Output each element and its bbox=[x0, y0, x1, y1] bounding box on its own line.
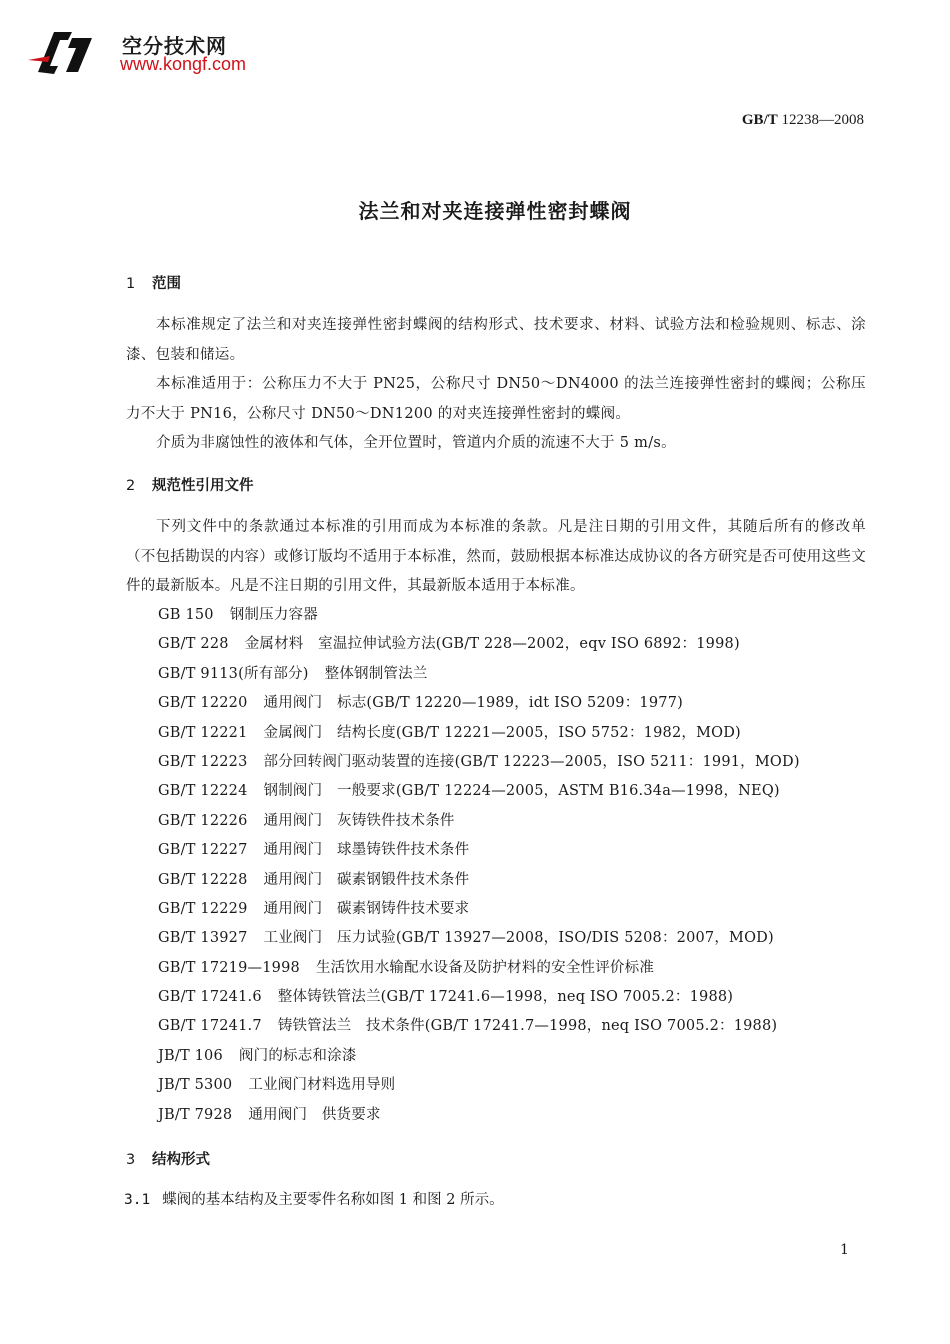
reference-title: 整体铸铁管法兰(GB/T 17241.6—1998，neq ISO 7005.2：1988) bbox=[277, 989, 734, 1006]
reference-item bbox=[158, 689, 800, 718]
clause-text: 蝶阀的基本结构及主要零件名称如图 1 和图 2 所示。 bbox=[162, 1192, 504, 1208]
reference-item bbox=[158, 1012, 800, 1041]
logo-url[interactable]: www.kongf.com bbox=[120, 54, 247, 74]
reference-title: 工业阀门材料选用导则 bbox=[248, 1077, 396, 1094]
logo-name: 空分技术网 bbox=[122, 34, 227, 58]
reference-title: 通用阀门 标志(GB/T 12220—1989，idt ISO 5209：1977) bbox=[263, 695, 683, 712]
reference-title: 钢制阀门 一般要求(GB/T 12224—2005，ASTM B16.34a—1998，NEQ) bbox=[263, 783, 780, 800]
standard-code: 12238—2008 bbox=[781, 112, 864, 128]
reference-item bbox=[158, 895, 800, 924]
section-number: 2 bbox=[126, 478, 136, 494]
reference-title: 通用阀门 供货要求 bbox=[248, 1106, 381, 1123]
reference-item bbox=[158, 630, 800, 659]
section-title: 范围 bbox=[152, 276, 181, 292]
reference-code: GB/T 12220 bbox=[158, 695, 248, 712]
reference-code: GB/T 12223 bbox=[158, 753, 248, 770]
section-number: 3 bbox=[126, 1152, 136, 1168]
reference-code: GB/T 12229 bbox=[158, 900, 248, 917]
reference-item bbox=[158, 748, 800, 777]
reference-title: 钢制压力容器 bbox=[229, 607, 318, 623]
reference-code: GB/T 12228 bbox=[158, 871, 248, 888]
section-1-paragraph-2: 本标准适用于：公称压力不大于 PN25，公称尺寸 DN50～DN4000 的法兰连接弹性密封的蝶阀；公称压力不大于 PN16，公称尺寸 DN50～DN1200 的对夹连接弹性密封的蝶阀。 bbox=[126, 376, 866, 422]
reference-title: 生活饮用水输配水设备及防护材料的安全性评价标准 bbox=[315, 959, 655, 976]
section-1-paragraph-1: 本标准规定了法兰和对夹连接弹性密封蝶阀的结构形式、技术要求、材料、试验方法和检验规则、标志、涂漆、包装和储运。 bbox=[126, 317, 866, 363]
reference-item bbox=[158, 1071, 800, 1100]
logo-mark-icon bbox=[28, 26, 94, 76]
reference-item bbox=[158, 954, 800, 983]
section-title: 结构形式 bbox=[152, 1152, 210, 1168]
reference-item bbox=[158, 807, 800, 836]
reference-title: 金属材料 室温拉伸试验方法(GB/T 228—2002，eqv ISO 6892：1998) bbox=[244, 636, 740, 653]
reference-item bbox=[158, 1042, 800, 1071]
reference-title: 阀门的标志和涂漆 bbox=[238, 1047, 357, 1064]
document-title: 法兰和对夹连接弹性密封蝶阀 bbox=[358, 199, 632, 223]
reference-code: GB/T 17241.7 bbox=[158, 1018, 262, 1035]
reference-item bbox=[158, 719, 800, 748]
reference-code: JB/T 7928 bbox=[158, 1106, 233, 1123]
reference-code: GB/T 12224 bbox=[158, 783, 248, 800]
reference-title: 通用阀门 灰铸铁件技术条件 bbox=[263, 812, 455, 829]
section-2-paragraph-1: 下列文件中的条款通过本标准的引用而成为本标准的条款。凡是注日期的引用文件，其随后所有的修改单（不包括勘误的内容）或修订版均不适用于本标准，然而，鼓励根据本标准达成协议的各方研究是否可使用这些文件的最新版本。凡是不注日期的引用文件，其最新版本适用于本标准。 bbox=[126, 519, 866, 594]
standard-number bbox=[742, 112, 864, 129]
standard-prefix: GB/T bbox=[741, 112, 778, 128]
reference-code: GB/T 17241.6 bbox=[158, 989, 262, 1006]
clause-number: 3.1 bbox=[124, 1192, 151, 1208]
reference-title: 通用阀门 碳素钢铸件技术要求 bbox=[263, 900, 470, 917]
page-number: 1 bbox=[840, 1242, 849, 1258]
reference-code: JB/T 5300 bbox=[158, 1077, 233, 1094]
reference-item bbox=[158, 836, 800, 865]
section-title: 规范性引用文件 bbox=[152, 478, 254, 494]
reference-code: GB/T 13927 bbox=[158, 930, 248, 947]
reference-title: 工业阀门 压力试验(GB/T 13927—2008，ISO/DIS 5208：2007，MOD) bbox=[263, 930, 774, 947]
reference-title: 铸铁管法兰 技术条件(GB/T 17241.7—1998，neq ISO 7005.2：1988) bbox=[277, 1018, 778, 1035]
reference-title: 通用阀门 球墨铸铁件技术条件 bbox=[263, 842, 470, 859]
section-2-heading bbox=[126, 474, 254, 495]
reference-item bbox=[158, 866, 800, 895]
reference-title: 整体钢制管法兰 bbox=[324, 665, 428, 682]
reference-item bbox=[158, 777, 800, 806]
reference-title: 部分回转阀门驱动装置的连接(GB/T 12223—2005，ISO 5211：1991，MOD) bbox=[263, 753, 800, 770]
reference-code: GB 150 bbox=[158, 607, 214, 623]
section-1-heading bbox=[126, 272, 181, 293]
reference-item bbox=[158, 924, 800, 953]
reference-item bbox=[158, 1101, 800, 1130]
reference-code: GB/T 17219—1998 bbox=[158, 959, 300, 976]
reference-title: 通用阀门 碳素钢锻件技术条件 bbox=[263, 871, 470, 888]
clause-3-1 bbox=[124, 1186, 504, 1215]
section-number: 1 bbox=[126, 276, 136, 292]
reference-code: GB/T 228 bbox=[158, 636, 229, 653]
normative-reference-list bbox=[158, 601, 800, 1130]
reference-code: GB/T 12227 bbox=[158, 842, 248, 859]
site-logo bbox=[28, 26, 268, 78]
reference-title: 金属阀门 结构长度(GB/T 12221—2005，ISO 5752：1982，MOD) bbox=[263, 724, 741, 741]
reference-code: JB/T 106 bbox=[158, 1047, 223, 1064]
section-1-paragraph-3: 介质为非腐蚀性的液体和气体，全开位置时，管道内介质的流速不大于 5 m/s。 bbox=[156, 435, 676, 451]
reference-item bbox=[158, 601, 800, 630]
reference-item bbox=[158, 660, 800, 689]
reference-code: GB/T 12221 bbox=[158, 724, 248, 741]
section-3-heading bbox=[126, 1148, 210, 1169]
reference-code: GB/T 12226 bbox=[158, 812, 248, 829]
reference-code: GB/T 9113(所有部分) bbox=[158, 665, 309, 682]
reference-item bbox=[158, 983, 800, 1012]
